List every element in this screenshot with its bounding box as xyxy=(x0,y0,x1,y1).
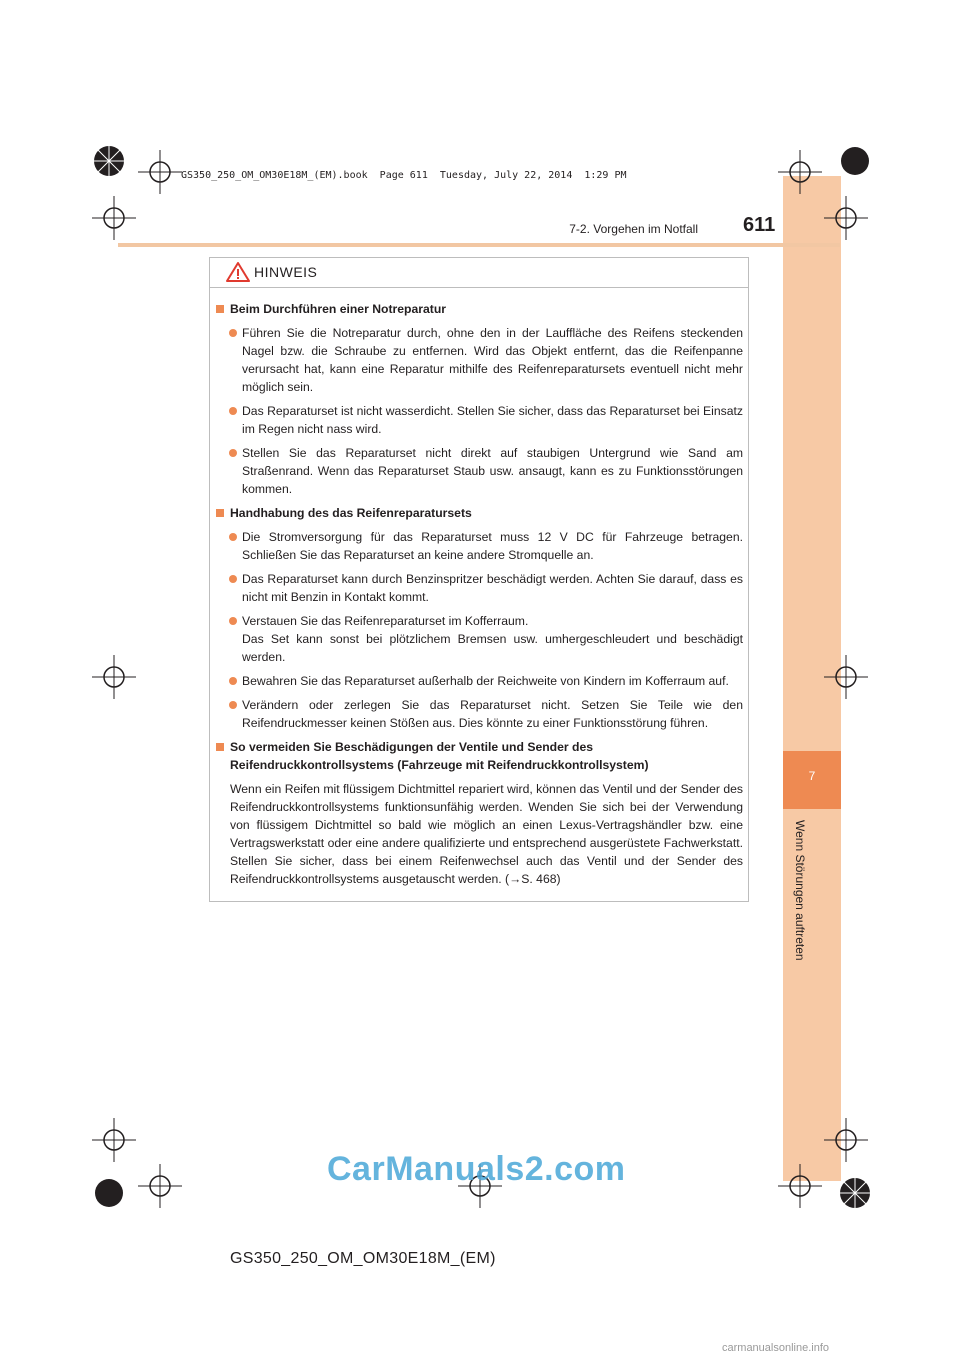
list-item: Verändern oder zerlegen Sie das Reparaturset nicht. Setzen Sie Teile wie den Reifendruckmesser keinen Stößen aus. Dies könnte zu einer Funktionsstörung führen. xyxy=(216,696,743,732)
print-info: GS350_250_OM_OM30E18M_(EM).book Page 611 Tuesday, July 22, 2014 1:29 PM xyxy=(181,170,627,181)
list-item: Führen Sie die Notreparatur durch, ohne den in der Lauffläche des Reifens steckenden Nagel bzw. die Schraube zu entfernen. Wird das Objekt entfernt, das die Reifenpanne verursacht hat, kann eine Reparatur mithilfe des Reifenreparatursets eventuell nicht mehr möglich sein. xyxy=(216,324,743,396)
warning-triangle-icon xyxy=(226,261,250,288)
crosshair-icon xyxy=(92,1118,136,1162)
registration-mark-icon xyxy=(838,1176,872,1210)
section-title: 7-2. Vorgehen im Notfall xyxy=(569,222,698,236)
registration-dot-icon xyxy=(838,144,872,178)
registration-mark-icon xyxy=(92,144,126,178)
section-heading: Handhabung des das Reifenreparatursets xyxy=(216,504,743,522)
watermark-link[interactable]: carmanualsonline.info xyxy=(722,1342,830,1354)
notice-box xyxy=(209,257,749,902)
crosshair-icon xyxy=(138,1164,182,1208)
list-item-line: Verstauen Sie das Reifenreparaturset im Kofferraum. xyxy=(242,614,529,628)
list-item xyxy=(216,612,743,666)
chapter-number: 7 xyxy=(808,769,816,783)
list-item: Stellen Sie das Reparaturset nicht direkt auf staubigen Untergrund wie Sand am Straßenrand. Wenn das Reparaturset Staub usw. ansaugt, kann es zu Funktionsstörungen kommen. xyxy=(216,444,743,498)
crosshair-icon xyxy=(824,196,868,240)
notice-header xyxy=(210,258,748,288)
crosshair-icon xyxy=(824,1118,868,1162)
crosshair-icon xyxy=(138,150,182,194)
section-paragraph: Wenn ein Reifen mit flüssigem Dichtmittel repariert wird, können das Ventil und der Sender des Reifendruckkontrollsystems funktionsunfähig werden. Wenden Sie sich bei der Verwendung von flüssigem Dichtmittel so bald wie möglich an einen Lexus-Vertragshändler bzw. eine Vertragswerkstatt oder eine andere qualifizierte und entsprechend ausgerüstete Fachwerkstatt. Stellen Sie sicher, dass bei einem Reifenwechsel auch das Ventil und der Sender des Reifendruckkontrollsystems ausgetauscht werden. (→S. 468) xyxy=(230,782,743,886)
list-item-line: Das Set kann sonst bei plötzlichem Bremsen usw. umhergeschleudert und beschädigt werden. xyxy=(242,632,743,664)
page-number: 611 xyxy=(743,214,776,236)
notice-label: HINWEIS xyxy=(254,264,318,280)
registration-dot-icon xyxy=(92,1176,126,1210)
section-heading: Beim Durchführen einer Notreparatur xyxy=(216,300,743,318)
notice-content xyxy=(216,300,743,894)
crosshair-icon xyxy=(778,150,822,194)
chapter-title: Wenn Störungen auftreten xyxy=(793,820,807,961)
crosshair-icon xyxy=(92,196,136,240)
section-heading: So vermeiden Sie Beschädigungen der Ventile und Sender des Reifendruckkontrollsystems (Fahrzeuge mit Reifendruckkontrollsystem) xyxy=(216,738,743,774)
list-item: Das Reparaturset ist nicht wasserdicht. Stellen Sie sicher, dass das Reparaturset bei Einsatz im Regen nicht nass wird. xyxy=(216,402,743,438)
footer-code: GS350_250_OM_OM30E18M_(EM) xyxy=(230,1250,496,1267)
watermark-logo[interactable]: CarManuals2.com xyxy=(327,1150,626,1188)
list-item: Die Stromversorgung für das Reparaturset muss 12 V DC für Fahrzeuge betragen. Schließen Sie das Reparaturset an keine andere Stromquelle an. xyxy=(216,528,743,564)
list-item: Das Reparaturset kann durch Benzinspritzer beschädigt werden. Achten Sie darauf, dass es nicht mit Benzin in Kontakt kommt. xyxy=(216,570,743,606)
list-item: Bewahren Sie das Reparaturset außerhalb der Reichweite von Kindern im Kofferraum auf. xyxy=(216,672,743,690)
crosshair-icon xyxy=(778,1164,822,1208)
crosshair-icon xyxy=(92,655,136,699)
crosshair-icon xyxy=(824,655,868,699)
header-rule xyxy=(118,243,840,247)
